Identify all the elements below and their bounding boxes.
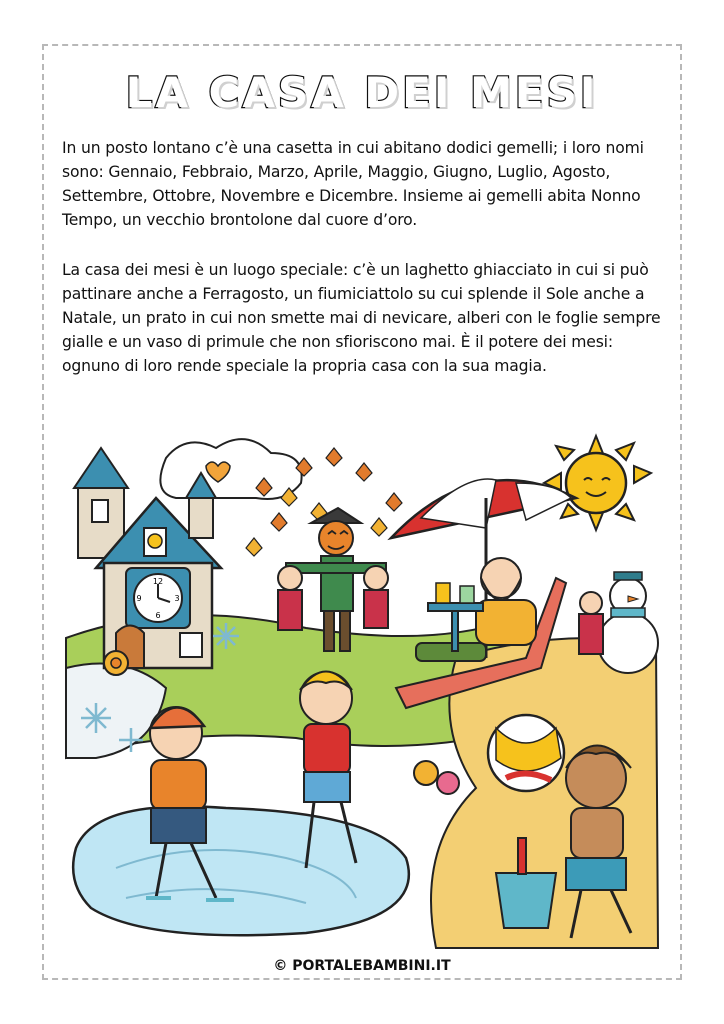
paragraph-description: La casa dei mesi è un luogo speciale: c’è un laghetto ghiacciato in cui si può pattinare anche a Ferragosto, un fiumiciattolo su cui splende il Sole anche a Natale, un prato in cui non smette mai di nevicare, alberi con le foglie sempre gialle e un vaso di primule che non sfioriscono mai. È il potere dei mesi: ognuno di loro rende speciale la propria casa con la sua magia.: [62, 261, 661, 375]
kid-autumn-right: [364, 566, 388, 628]
clock-icon: [126, 568, 190, 628]
paragraph-intro: In un posto lontano c’è una casetta in cui abitano dodici gemelli; i loro nomi sono: Gennaio, Febbraio, Marzo, Aprile, Maggio, Giugno, Luglio, Agosto, Settembre, Ottobre, Novembre e Dicembre. Insieme ai gemelli abita Nonno Tempo, un vecchio brontolone dal cuore d’oro.: [62, 139, 644, 229]
sun-icon: [544, 436, 651, 530]
frozen-pond: [73, 806, 409, 935]
snow-patch: [66, 664, 166, 759]
clock-number-3: 3: [174, 594, 180, 603]
kid-autumn-left: [278, 566, 302, 630]
clock-number-9: 9: [136, 594, 142, 603]
clock-number-6: 6: [155, 611, 161, 620]
kid-winter: [579, 592, 603, 654]
clock-number-12: 12: [152, 577, 164, 586]
cloud: [160, 439, 301, 499]
copyright-notice: © PORTALEBAMBINI.IT: [273, 958, 451, 974]
page-title: LA CASA DEI MESI: [125, 68, 599, 117]
snowman: [598, 572, 658, 673]
illustration: [56, 428, 668, 956]
